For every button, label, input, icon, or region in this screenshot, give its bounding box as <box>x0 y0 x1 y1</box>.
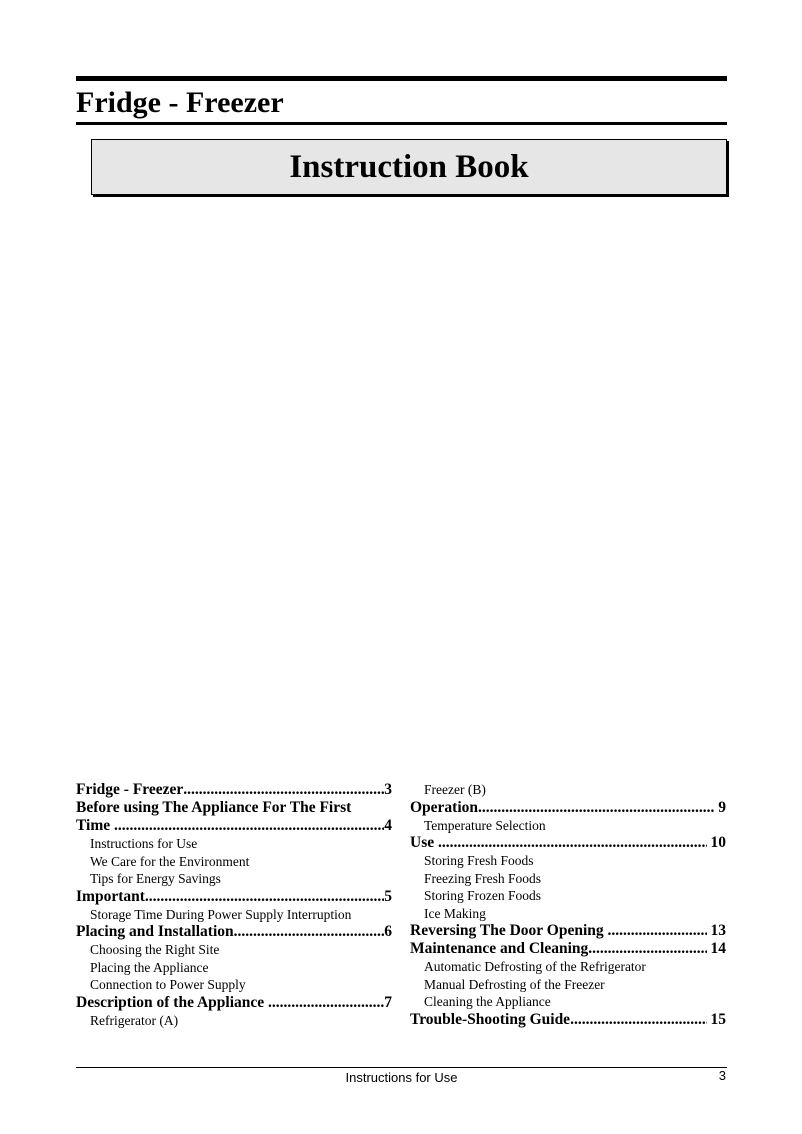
toc-dot-leader <box>438 834 707 852</box>
toc-subentry: Refrigerator (A) <box>90 1012 179 1028</box>
toc-subentry: Manual Defrosting of the Freezer <box>424 976 605 992</box>
toc-entry-page: 10 <box>706 834 726 851</box>
toc-entry-page: 7 <box>384 993 392 1011</box>
toc-subentry: Cleaning the Appliance <box>424 994 551 1009</box>
toc-subentry: We Care for the Environment <box>90 853 250 869</box>
toc-entry-page: 3 <box>384 781 392 798</box>
toc-entry <box>410 940 726 958</box>
toc-dot-leader <box>234 923 385 941</box>
instruction-book-banner <box>91 139 727 195</box>
toc-entry-page: 5 <box>384 887 392 905</box>
toc-subentry: Storage Time During Power Supply Interruption <box>90 906 352 922</box>
toc-subentry: Connection to Power Supply <box>90 977 246 992</box>
footer-caption: Instructions for Use <box>345 1070 458 1085</box>
toc-subentry: Storing Frozen Foods <box>424 888 542 903</box>
toc-entry <box>410 799 726 817</box>
toc-dot-leader <box>268 994 384 1012</box>
toc-subentry: Temperature Selection <box>424 817 546 833</box>
toc-dot-leader <box>183 781 384 799</box>
toc-dot-leader <box>570 1011 707 1029</box>
toc-entry <box>410 1011 726 1029</box>
toc-dot-leader <box>608 922 707 940</box>
header-bottom-rule <box>76 122 727 125</box>
toc-entry <box>76 817 392 835</box>
toc-subentry: Choosing the Right Site <box>90 942 220 957</box>
toc-entry-title: Reversing The Door Opening <box>410 922 608 939</box>
toc-entry-title: Description of the Appliance <box>76 993 269 1011</box>
table-of-contents-right-column <box>410 781 726 1029</box>
toc-subentry: Placing the Appliance <box>90 959 209 975</box>
toc-entry-title: Time <box>76 817 115 834</box>
toc-entry <box>76 781 392 799</box>
banner-title: Instruction Book <box>289 149 529 185</box>
toc-entry-title: Use <box>410 834 438 851</box>
toc-dot-leader <box>478 799 714 817</box>
toc-entry-title: Operation <box>410 798 479 816</box>
table-of-contents-left-column <box>76 781 392 1029</box>
toc-entry-title: Maintenance and Cleaning <box>410 940 589 957</box>
toc-entry <box>76 888 392 906</box>
toc-subentry: Freezer (B) <box>424 782 486 797</box>
toc-entry-title: Trouble-Shooting Guide <box>410 1010 571 1028</box>
document-title: Fridge - Freezer <box>76 86 284 119</box>
toc-entry-page: 9 <box>714 798 726 816</box>
toc-entry-page: 15 <box>706 1010 726 1028</box>
toc-subentry: Storing Fresh Foods <box>424 853 534 868</box>
toc-entry-page: 4 <box>384 817 392 834</box>
toc-entry-title: Before using The Appliance For The First <box>76 799 352 816</box>
toc-entry-page: 14 <box>706 940 726 957</box>
toc-entry <box>76 923 392 941</box>
toc-entry <box>410 834 726 852</box>
toc-entry-title: Fridge - Freezer <box>76 781 184 798</box>
toc-subentry: Instructions for Use <box>90 836 198 851</box>
toc-entry <box>76 994 392 1012</box>
toc-entry-page: 6 <box>384 923 392 940</box>
toc-entry <box>410 922 726 940</box>
toc-subentry: Freezing Fresh Foods <box>424 870 541 886</box>
toc-entry-title: Important <box>76 887 145 905</box>
toc-subentry: Tips for Energy Savings <box>90 871 221 886</box>
footer-rule <box>76 1067 727 1068</box>
toc-dot-leader <box>114 817 384 835</box>
page-number: 3 <box>718 1068 726 1083</box>
toc-subentry: Automatic Defrosting of the Refrigerator <box>424 959 646 974</box>
toc-entry-title: Placing and Installation <box>76 923 234 940</box>
header-top-rule <box>76 76 727 81</box>
toc-dot-leader <box>588 940 706 958</box>
toc-subentry: Ice Making <box>424 905 486 921</box>
toc-dot-leader <box>145 888 384 906</box>
toc-entry-page: 13 <box>706 922 726 939</box>
